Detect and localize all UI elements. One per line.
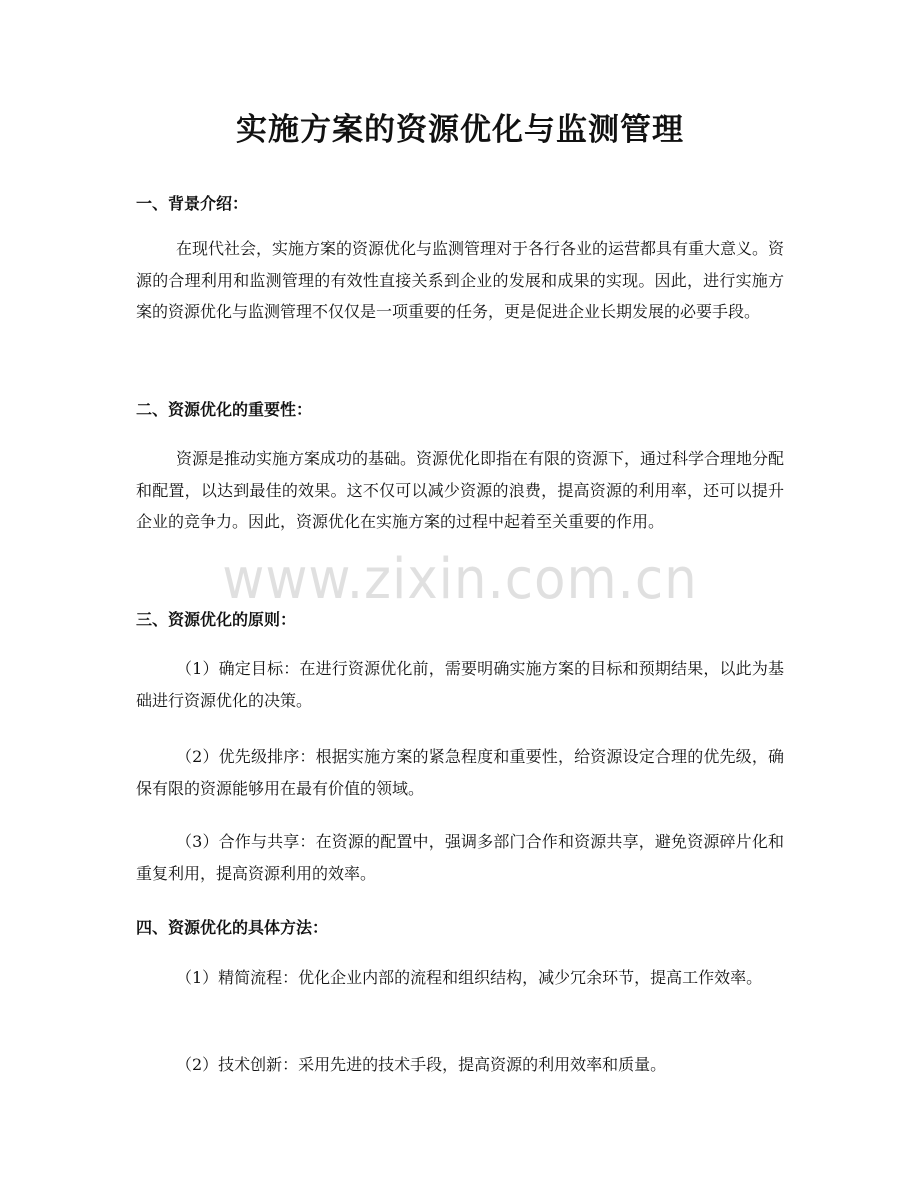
paragraph-method-1: （1）精简流程：优化企业内部的流程和组织结构，减少冗余环节，提高工作效率。: [176, 968, 763, 987]
paragraph-importance: 资源是推动实施方案成功的基础。资源优化即指在有限的资源下，通过科学合理地分配和配置，以达到最佳的效果。这不仅可以减少资源的浪费，提高资源的利用率，还可以提升企业的竞争力。因此，资源优化在实施方案的过程中起着至关重要的作用。: [136, 449, 785, 531]
section-heading-methods: 四、资源优化的具体方法：: [136, 918, 329, 937]
paragraph-principle-1: （1）确定目标：在进行资源优化前，需要明确实施方案的目标和预期结果，以此为基础进行资源优化的决策。: [136, 659, 784, 710]
paragraph-principle-2: （2）优先级排序：根据实施方案的紧急程度和重要性，给资源设定合理的优先级，确保有限的资源能够用在最有价值的领域。: [136, 747, 784, 798]
paragraph-background: 在现代社会，实施方案的资源优化与监测管理对于各行各业的运营都具有重大意义。资源的合理利用和监测管理的有效性直接关系到企业的发展和成果的实现。因此，进行实施方案的资源优化与监测管理不仅仅是一项重要的任务，更是促进企业长期发展的必要手段。: [136, 239, 785, 321]
section-heading-importance: 二、资源优化的重要性：: [136, 400, 313, 419]
section-heading-background: 一、背景介绍：: [136, 194, 249, 213]
document-title: 实施方案的资源优化与监测管理: [236, 112, 684, 148]
paragraph-method-2: （2）技术创新：采用先进的技术手段，提高资源的利用效率和质量。: [176, 1055, 667, 1074]
watermark: www.zixin.com.cn: [222, 547, 698, 612]
section-heading-principles: 三、资源优化的原则：: [136, 610, 297, 629]
paragraph-principle-3: （3）合作与共享：在资源的配置中，强调多部门合作和资源共享，避免资源碎片化和重复利用，提高资源利用的效率。: [136, 832, 784, 883]
